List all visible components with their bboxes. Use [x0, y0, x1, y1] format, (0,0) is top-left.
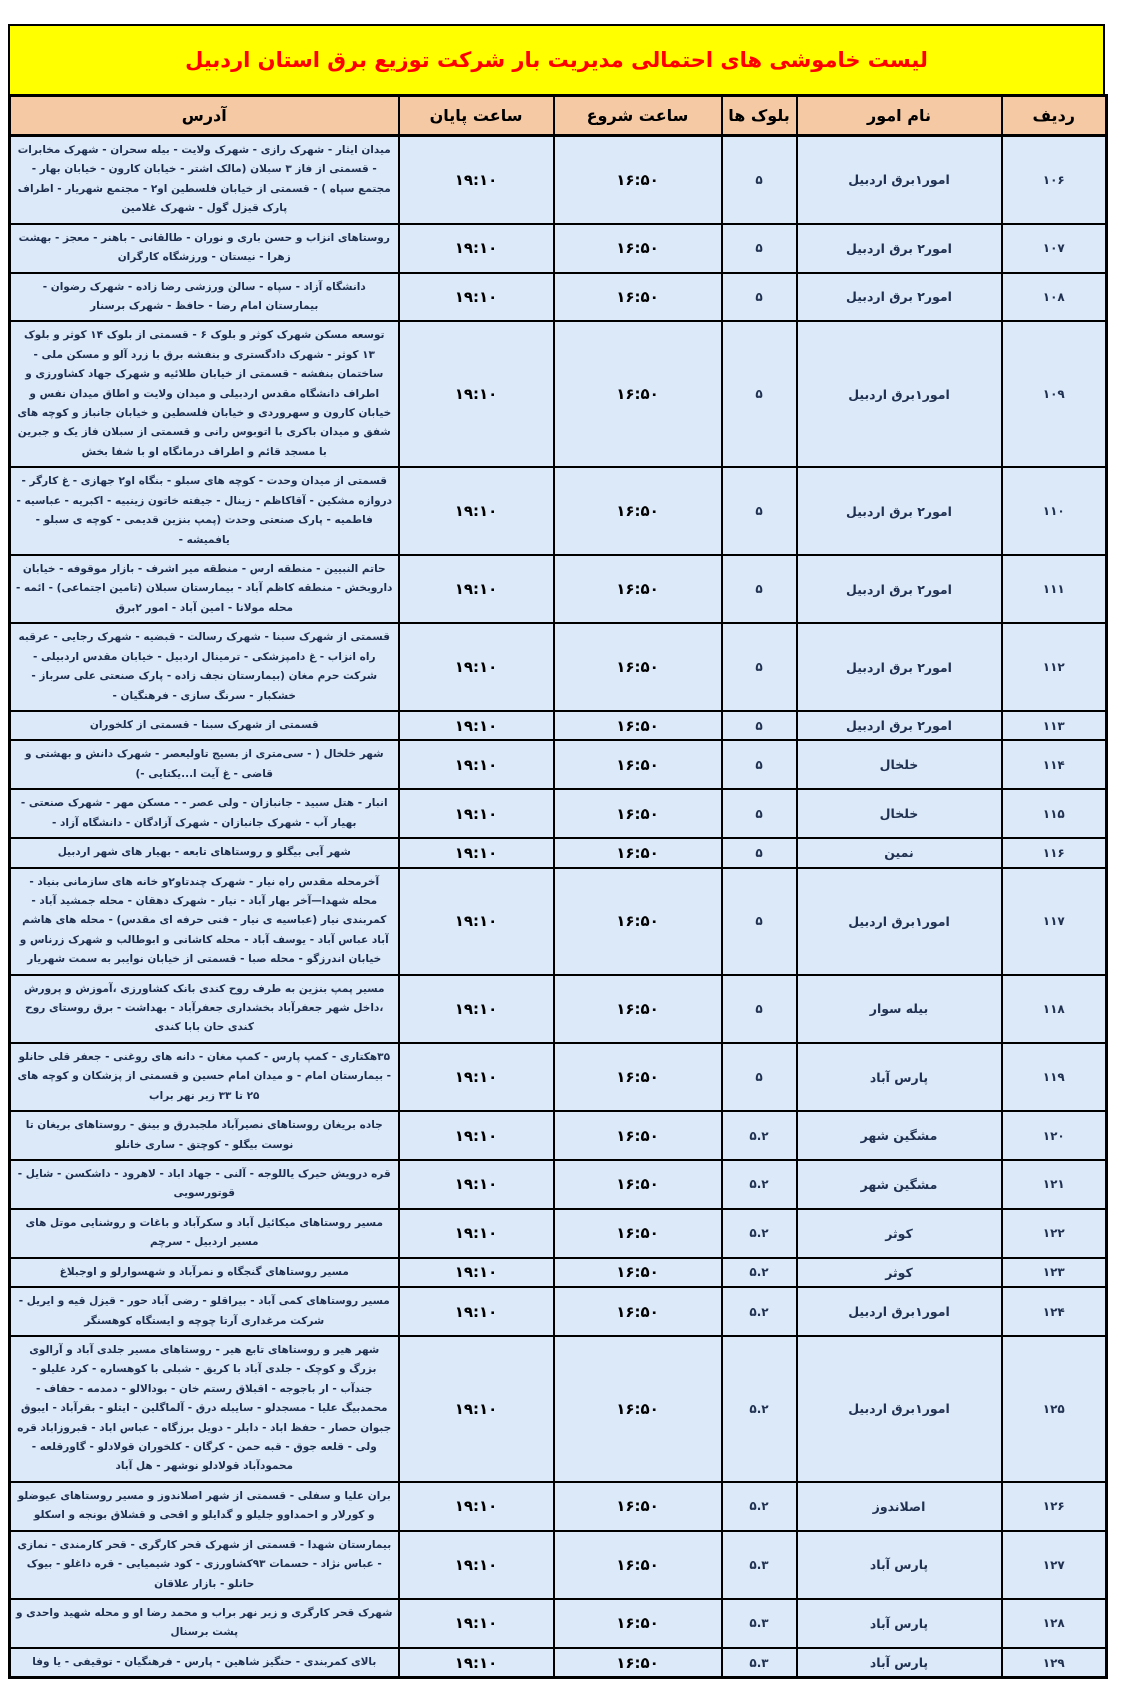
cell-department: کوثر — [797, 1209, 1002, 1258]
cell-row-number: ۱۲۸ — [1002, 1599, 1107, 1648]
cell-department: بیله سوار — [797, 975, 1002, 1043]
cell-row-number: ۱۰۷ — [1002, 224, 1107, 273]
table-row — [10, 623, 1107, 711]
cell-row-number: ۱۱۱ — [1002, 555, 1107, 623]
cell-address: میدان ایثار - شهرک رازی - شهرک ولایت - بیله سحران - شهرک مخابرات - قسمتی از فاز ۳ سبلان (مالک اشتر - خیابان کارون - خیابان بهار - مجتمع سپاه ) - قسمتی از خیابان فلسطین او۲ - مجتمع شهریار - اطراف پارک قیزل گول - شهرک غلامین — [10, 136, 399, 224]
cell-address: مسیر پمپ بنزین به طرف روح کندی بانک کشاورزی ،آموزش و پرورش ،داخل شهر جعفرآباد بخشداری جعفرآباد - بهداشت - برق روستای روح کندی حان بابا کندی — [10, 975, 399, 1043]
cell-start-time: ۱۶:۵۰ — [554, 555, 722, 623]
cell-start-time: ۱۶:۵۰ — [554, 868, 722, 975]
cell-address: مسیر روستاهای میکائیل آباد و سکرآباد و باغات و روشنایی موتل های مسیر اردبیل - سرچم — [10, 1209, 399, 1258]
table-body — [10, 136, 1107, 1678]
cell-address: قسمتی از میدان وحدت - کوچه های سبلو - بنگاه او۲ جهازی - غ کارگر - دروازه مشکین - آقاکاظم - زینال - جیفته خاتون زینبیه - اکبریه - عباسیه - فاطمیه - پارک صنعتی وحدت (پمپ بنزین قدیمی - کوچه ی سبلو - یافمیشه - — [10, 467, 399, 555]
cell-blocks: ۵ — [722, 711, 797, 740]
cell-row-number: ۱۲۶ — [1002, 1482, 1107, 1531]
table-row — [10, 868, 1107, 975]
cell-start-time: ۱۶:۵۰ — [554, 740, 722, 789]
cell-end-time: ۱۹:۱۰ — [399, 321, 554, 467]
cell-start-time: ۱۶:۵۰ — [554, 838, 722, 867]
cell-department: امور۱برق اردبیل — [797, 1287, 1002, 1336]
cell-department: امور۲ برق اردبیل — [797, 224, 1002, 273]
table-row — [10, 1287, 1107, 1336]
cell-blocks: ۵.۲ — [722, 1482, 797, 1531]
cell-end-time: ۱۹:۱۰ — [399, 838, 554, 867]
cell-row-number: ۱۲۴ — [1002, 1287, 1107, 1336]
cell-end-time: ۱۹:۱۰ — [399, 1111, 554, 1160]
cell-end-time: ۱۹:۱۰ — [399, 555, 554, 623]
cell-start-time: ۱۶:۵۰ — [554, 1209, 722, 1258]
cell-blocks: ۵.۳ — [722, 1599, 797, 1648]
cell-start-time: ۱۶:۵۰ — [554, 1599, 722, 1648]
cell-end-time: ۱۹:۱۰ — [399, 1160, 554, 1209]
cell-end-time: ۱۹:۱۰ — [399, 1482, 554, 1531]
cell-end-time: ۱۹:۱۰ — [399, 623, 554, 711]
table-row — [10, 273, 1107, 322]
cell-start-time: ۱۶:۵۰ — [554, 467, 722, 555]
cell-blocks: ۵ — [722, 224, 797, 273]
cell-address: دانشگاه آزاد - سپاه - سالن ورزشی رضا زاده - شهرک رضوان - بیمارستان امام رضا - حافظ - شهرک برسنار — [10, 273, 399, 322]
table-row — [10, 838, 1107, 867]
cell-row-number: ۱۰۶ — [1002, 136, 1107, 224]
table-header — [10, 96, 1107, 136]
table-row — [10, 1531, 1107, 1599]
cell-row-number: ۱۲۷ — [1002, 1531, 1107, 1599]
cell-blocks: ۵.۲ — [722, 1287, 797, 1336]
cell-address: روستاهای انزاب و حسن باری و نوران - طالقانی - باهنر - معجز - بهشت زهرا - نیستان - ورزشگاه کارگران — [10, 224, 399, 273]
cell-blocks: ۵ — [722, 321, 797, 467]
cell-department: اصلاندوز — [797, 1482, 1002, 1531]
col-header-address: آدرس — [10, 96, 399, 136]
table-row — [10, 1648, 1107, 1678]
cell-address: توسعه مسکن شهرک کوثر و بلوک ۶ - قسمتی از بلوک ۱۴ کوثر و بلوک ۱۳ کوثر - شهرک دادگستری و بنفشه برق با زرد آلو و مسکن ملی - ساختمان بنفشه - قسمتی از خیابان طلائیه و شهرک جهاد کشاورزی و اطراف دانشگاه مقدس اردبیلی و میدان ولایت و اطاق میدان نفس و خیابان کارون و سهروردی و خیابان فلسطین و خیابان جانباز و کوچه های شفق و میدان باکری با اتوبوس رانی و قسمتی از سبلان فاز یک و جبرین با مسجد قائم و اطراف درمانگاه او با شفا بخش — [10, 321, 399, 467]
cell-blocks: ۵.۲ — [722, 1209, 797, 1258]
cell-blocks: ۵ — [722, 1043, 797, 1111]
cell-department: کوثر — [797, 1258, 1002, 1287]
cell-department: امور۲ برق اردبیل — [797, 273, 1002, 322]
cell-address: بران علیا و سفلی - قسمتی از شهر اصلاندوز و مسیر روستاهای عیوضلو و کورلار و احمداوو جلیلو و گدایلو و اقحی و قشلاق بونجه و اسکلو — [10, 1482, 399, 1531]
cell-start-time: ۱۶:۵۰ — [554, 1531, 722, 1599]
cell-end-time: ۱۹:۱۰ — [399, 1599, 554, 1648]
cell-row-number: ۱۱۴ — [1002, 740, 1107, 789]
cell-row-number: ۱۱۷ — [1002, 868, 1107, 975]
cell-row-number: ۱۲۲ — [1002, 1209, 1107, 1258]
cell-start-time: ۱۶:۵۰ — [554, 1482, 722, 1531]
cell-end-time: ۱۹:۱۰ — [399, 1648, 554, 1678]
cell-department: امور۱برق اردبیل — [797, 321, 1002, 467]
cell-department: مشگین شهر — [797, 1160, 1002, 1209]
cell-start-time: ۱۶:۵۰ — [554, 136, 722, 224]
cell-row-number: ۱۲۵ — [1002, 1336, 1107, 1482]
cell-department: پارس آباد — [797, 1043, 1002, 1111]
cell-address: مسیر روستاهای گنجگاه و نمرآباد و شهسوارلو و اوجبلاغ — [10, 1258, 399, 1287]
cell-address: بیمارستان شهدا - قسمتی از شهرک قحر کارگری - قحر کارمندی - نمازی - عباس نژاد - حسمات ۹۳کشاورزی - کود شیمیایی - قره داغلو - بیوک حانلو - بازار علاقان — [10, 1531, 399, 1599]
cell-row-number: ۱۰۸ — [1002, 273, 1107, 322]
cell-address: شهر آبی بیگلو و روستاهای تابعه - بهیار های شهر اردبیل — [10, 838, 399, 867]
cell-blocks: ۵.۲ — [722, 1336, 797, 1482]
cell-department: مشگین شهر — [797, 1111, 1002, 1160]
cell-row-number: ۱۲۰ — [1002, 1111, 1107, 1160]
table-row — [10, 1043, 1107, 1111]
col-header-start-time: ساعت شروع — [554, 96, 722, 136]
cell-blocks: ۵ — [722, 273, 797, 322]
cell-row-number: ۱۲۱ — [1002, 1160, 1107, 1209]
table-row — [10, 467, 1107, 555]
cell-department: امور۲ برق اردبیل — [797, 467, 1002, 555]
cell-start-time: ۱۶:۵۰ — [554, 975, 722, 1043]
cell-blocks: ۵.۲ — [722, 1111, 797, 1160]
cell-blocks: ۵ — [722, 467, 797, 555]
table-row — [10, 1258, 1107, 1287]
cell-address: قسمتی از شهرک سبنا - شهرک رسالت - قبضیه - شهرک رجایی - عرقبه راه انزاب - غ دامپزشکی - ترمینال اردبیل - خیابان مقدس اردبیلی - شرکت حرم مغان (بیمارستان نجف زاده - پارک صنعتی علی سرباز - خشکبار - سرنگ سازی - فرهنگیان - — [10, 623, 399, 711]
cell-department: نمین — [797, 838, 1002, 867]
cell-start-time: ۱۶:۵۰ — [554, 1287, 722, 1336]
cell-blocks: ۵.۳ — [722, 1531, 797, 1599]
cell-row-number: ۱۰۹ — [1002, 321, 1107, 467]
cell-start-time: ۱۶:۵۰ — [554, 711, 722, 740]
cell-start-time: ۱۶:۵۰ — [554, 1111, 722, 1160]
col-header-department: نام امور — [797, 96, 1002, 136]
cell-department: امور۱برق اردبیل — [797, 136, 1002, 224]
cell-start-time: ۱۶:۵۰ — [554, 273, 722, 322]
table-row — [10, 1482, 1107, 1531]
cell-department: خلخال — [797, 789, 1002, 838]
cell-blocks: ۵.۳ — [722, 1648, 797, 1678]
cell-end-time: ۱۹:۱۰ — [399, 1209, 554, 1258]
cell-end-time: ۱۹:۱۰ — [399, 1531, 554, 1599]
cell-end-time: ۱۹:۱۰ — [399, 136, 554, 224]
cell-department: پارس آباد — [797, 1648, 1002, 1678]
cell-department: امور۲ برق اردبیل — [797, 623, 1002, 711]
table-row — [10, 224, 1107, 273]
cell-blocks: ۵.۲ — [722, 1160, 797, 1209]
cell-blocks: ۵ — [722, 555, 797, 623]
cell-start-time: ۱۶:۵۰ — [554, 1648, 722, 1678]
cell-blocks: ۵ — [722, 740, 797, 789]
cell-department: پارس آباد — [797, 1531, 1002, 1599]
cell-start-time: ۱۶:۵۰ — [554, 789, 722, 838]
cell-address: شهر هیر و روستاهای تابع هیر - روستاهای مسیر جلدی آباد و آرالوی بزرگ و کوچک - جلدی آباد با کریق - شبلی با کوهساره - کرد علیلو - جندآب - ار باجوجه - اقبلاق رستم خان - بودالالو - دمدمه - حفاف - محمدبیگ علیا - مسجدلو - سایبله درق - آلماگلین - ایتلو - بقرآباد - ایبوق جبوان حصار - حفظ اباد - دابلر - دویل برزگاه - عباس اباد - قبروزاباد قره ولی - قلعه جوق - قبه حمن - کرگان - کلخوران قولادلو - گاورقلعه - محمودآباد قولادلو نوشهر - هل آباد — [10, 1336, 399, 1482]
table-row — [10, 136, 1107, 224]
cell-end-time: ۱۹:۱۰ — [399, 467, 554, 555]
cell-blocks: ۵ — [722, 136, 797, 224]
cell-end-time: ۱۹:۱۰ — [399, 868, 554, 975]
table-row — [10, 1209, 1107, 1258]
cell-start-time: ۱۶:۵۰ — [554, 321, 722, 467]
cell-end-time: ۱۹:۱۰ — [399, 975, 554, 1043]
cell-start-time: ۱۶:۵۰ — [554, 1160, 722, 1209]
report-title-banner — [8, 24, 1105, 96]
cell-end-time: ۱۹:۱۰ — [399, 1043, 554, 1111]
cell-address: شهرک قحر کارگری و زیر نهر براب و محمد رضا او و محله شهید واحدی و پشت برسنال — [10, 1599, 399, 1648]
cell-department: پارس آباد — [797, 1599, 1002, 1648]
table-row — [10, 321, 1107, 467]
table-row — [10, 555, 1107, 623]
cell-end-time: ۱۹:۱۰ — [399, 1258, 554, 1287]
cell-end-time: ۱۹:۱۰ — [399, 711, 554, 740]
cell-row-number: ۱۱۶ — [1002, 838, 1107, 867]
cell-row-number: ۱۱۵ — [1002, 789, 1107, 838]
cell-blocks: ۵ — [722, 789, 797, 838]
cell-row-number: ۱۱۸ — [1002, 975, 1107, 1043]
table-row — [10, 1111, 1107, 1160]
cell-start-time: ۱۶:۵۰ — [554, 1258, 722, 1287]
cell-address: مسیر روستاهای کمی آباد - بیراقلو - رضی آباد حور - قیزل قیه و ایریل - شرکت مرغداری آرتا چوچه و ایستگاه کوهسنگر — [10, 1287, 399, 1336]
outage-table — [8, 94, 1108, 1679]
cell-blocks: ۵.۲ — [722, 1258, 797, 1287]
cell-row-number: ۱۲۳ — [1002, 1258, 1107, 1287]
table-row — [10, 789, 1107, 838]
table-row — [10, 975, 1107, 1043]
cell-department: امور۲ برق اردبیل — [797, 711, 1002, 740]
cell-department: امور۱برق اردبیل — [797, 1336, 1002, 1482]
cell-address: شهر خلخال ( - سی‌متری از بسیج تاولیعصر - شهرک دانش و بهشتی و قاضی - غ آیت ا...یکتایی -) — [10, 740, 399, 789]
cell-start-time: ۱۶:۵۰ — [554, 224, 722, 273]
cell-start-time: ۱۶:۵۰ — [554, 623, 722, 711]
table-row — [10, 711, 1107, 740]
table-row — [10, 1599, 1107, 1648]
cell-address: جاده بریغان روستاهای نصیرآباد ملجبدرق و بینق - روستاهای بریغان تا نوست بیگلو - کوچتق - ساری خانلو — [10, 1111, 399, 1160]
cell-blocks: ۵ — [722, 623, 797, 711]
cell-department: خلخال — [797, 740, 1002, 789]
table-row — [10, 740, 1107, 789]
cell-address: قسمتی از شهرک سبنا - قسمتی از کلخوران — [10, 711, 399, 740]
cell-end-time: ۱۹:۱۰ — [399, 273, 554, 322]
cell-end-time: ۱۹:۱۰ — [399, 224, 554, 273]
table-row — [10, 1336, 1107, 1482]
cell-row-number: ۱۱۹ — [1002, 1043, 1107, 1111]
header-row — [10, 96, 1107, 136]
table-row — [10, 1160, 1107, 1209]
cell-blocks: ۵ — [722, 975, 797, 1043]
cell-address: حاتم النبیین - منطقه ارس - منطقه میر اشرف - بازار موقوفه - خیابان داروبخش - منطقه کاظم آباد - بیمارستان سبلان (تامین اجتماعی) - ائمه - محله مولانا - امین آباد - امور ۲برق — [10, 555, 399, 623]
cell-address: آخرمحله مقدس راه نیار - شهرک چندتاو۲و خانه های سازمانی بنیاد - محله شهدا—آخر بهار آباد - نیار - شهرک دهقان - محله جمشید آباد - کمربندی نیار (عباسیه ی نیار - فنی حرفه ای مقدس) - محله های هاشم آباد عباس آباد - یوسف آباد - محله کاشانی و ابوطالب و شهرک زرناس و خیابان اندرزگو - محله صبا - قسمتی از خیابان نوایبر به سمت شهریار — [10, 868, 399, 975]
cell-row-number: ۱۱۰ — [1002, 467, 1107, 555]
cell-row-number: ۱۱۳ — [1002, 711, 1107, 740]
cell-blocks: ۵ — [722, 838, 797, 867]
cell-department: امور۲ برق اردبیل — [797, 555, 1002, 623]
cell-end-time: ۱۹:۱۰ — [399, 789, 554, 838]
col-header-row: ردیف — [1002, 96, 1107, 136]
col-header-blocks: بلوک ها — [722, 96, 797, 136]
col-header-end-time: ساعت پایان — [399, 96, 554, 136]
cell-address: انبار - هتل سبید - جانبازان - ولی عصر - - مسکن مهر - شهرک صنعتی - بهیار آب - شهرک جانبازان - شهرک آزادگان - دانشگاه آزاد - — [10, 789, 399, 838]
cell-address: قره درویش حیرک یاللوجه - آلنی - جهاد اباد - لاهرود - داشکسن - شایل - قوتورسویی — [10, 1160, 399, 1209]
cell-address: بالای کمربندی - حنگیز شاهین - پارس - فرهنگیان - توقیفی - یا وفا — [10, 1648, 399, 1678]
cell-row-number: ۱۲۹ — [1002, 1648, 1107, 1678]
cell-start-time: ۱۶:۵۰ — [554, 1336, 722, 1482]
report-title: لیست خاموشی های احتمالی مدیریت بار شرکت توزیع برق استان اردبیل — [185, 48, 928, 72]
cell-end-time: ۱۹:۱۰ — [399, 1287, 554, 1336]
cell-end-time: ۱۹:۱۰ — [399, 1336, 554, 1482]
cell-blocks: ۵ — [722, 868, 797, 975]
cell-start-time: ۱۶:۵۰ — [554, 1043, 722, 1111]
cell-department: امور۱برق اردبیل — [797, 868, 1002, 975]
cell-row-number: ۱۱۲ — [1002, 623, 1107, 711]
cell-address: ۳۵هکتاری - کمپ پارس - کمپ مغان - دانه های روغنی - جعفر قلی حانلو - بیمارستان امام - و میدان امام حسین و قسمتی از پزشکان و کوچه های ۲۵ تا ۳۳ زیر نهر براب — [10, 1043, 399, 1111]
cell-end-time: ۱۹:۱۰ — [399, 740, 554, 789]
